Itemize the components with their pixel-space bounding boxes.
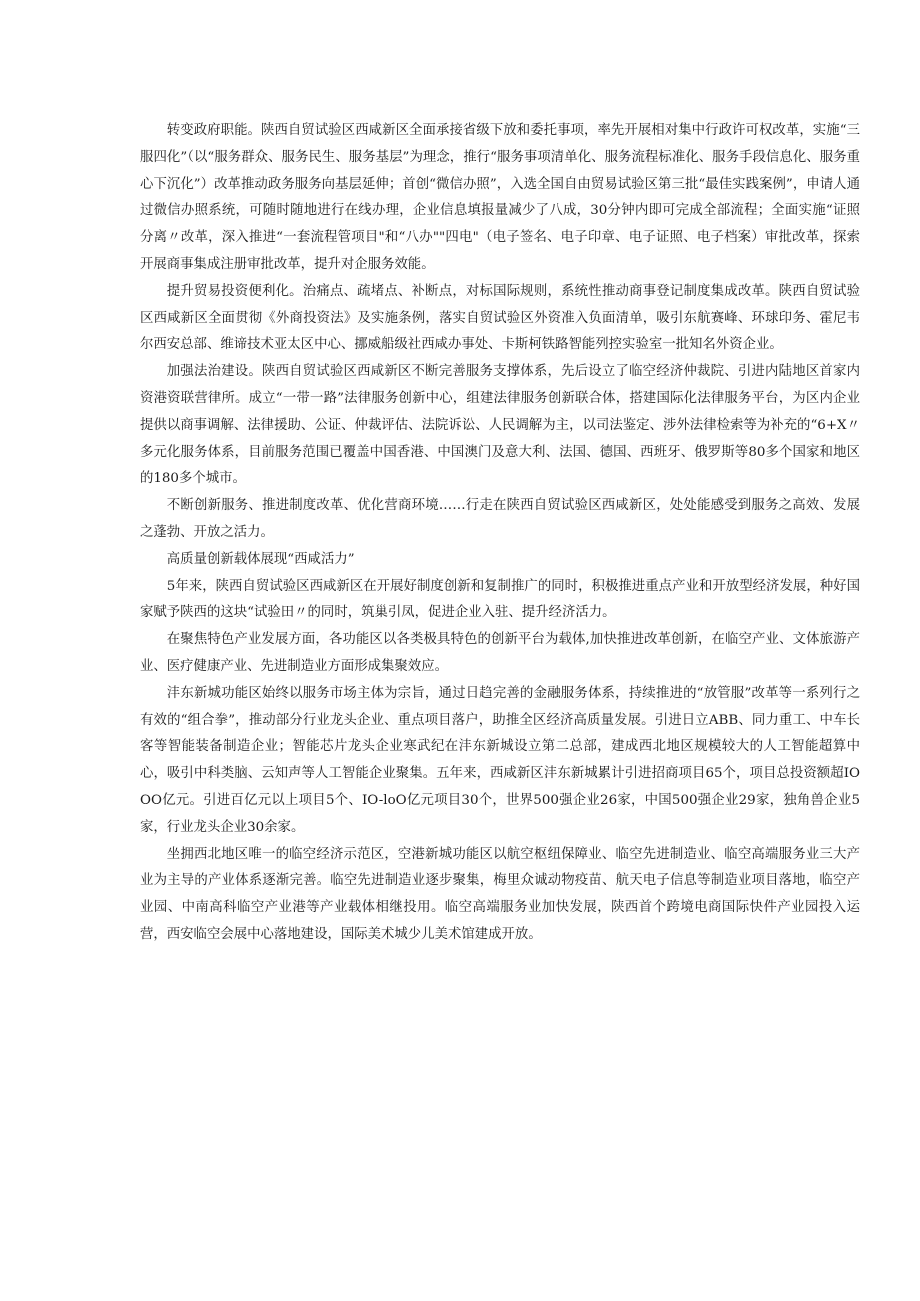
paragraph-fengdong: 沣东新城功能区始终以服务市场主体为宗旨，通过日趋完善的金融服务体系，持续推进的“放管服”改革等一系列行之有效的“组合拳”，推动部分行业龙头企业、重点项目落户，助推全区经济高质量发展。引进日立ABB、同力重工、中车长客等智能装备制造企业；智能芯片龙头企业寒武纪在沣东新城设立第二总部，建成西北地区规模较大的人工智能超算中心，吸引中科类脑、云知声等人工智能企业聚集。五年来，西咸新区沣东新城累计引进招商项目65个，项目总投资额超IOOO亿元。引进百亿元以上项目5个、IO-loO亿元项目30个，世界500强企业26家，中国500强企业29家，独角兽企业5家，行业龙头企业30余家。 [140,685,860,835]
paragraph-five-years: 5年来，陕西自贸试验区西咸新区在开展好制度创新和复制推广的同时，积极推进重点产业和开放型经济发展，种好国家赋予陕西的这块“试验田〃的同时，筑巢引凤，促进企业入驻、提升经济活力。 [140,578,860,621]
section-heading: 高质量创新载体展现“西咸活力” [166,551,355,567]
paragraph-trade-investment: 提升贸易投资便利化。治痛点、疏堵点、补断点，对标国际规则，系统性推动商事登记制度集成改革。陕西自贸试验区西咸新区全面贯彻《外商投资法》及实施条例，落实自贸试验区外资准入负面清单，吸引东航赛峰、环球印务、霍尼韦尔西安总部、维谛技术亚太区中心、挪威船级社西咸办事处、卡斯柯铁路智能列控实验室一批知名外资企业。 [140,283,860,353]
paragraph-airport-city: 坐拥西北地区唯一的临空经济示范区，空港新城功能区以航空枢纽保障业、临空先进制造业、临空高端服务业三大产业为主导的产业体系逐渐完善。临空先进制造业逐步聚集，梅里众诚动物疫苗、航天电子信息等制造业项目落地，临空产业园、中南高科临空产业港等产业载体相继投用。临空高端服务业加快发展，陕西首个跨境电商国际快件产业园投入运营，西安临空会展中心落地建设，国际美术城少儿美术馆建成开放。 [140,846,860,942]
paragraph-rule-of-law: 加强法治建设。陕西自贸试验区西咸新区不断完善服务支撑体系，先后设立了临空经济仲裁院、引进内陆地区首家内资港资联营律所。成立“一带一路”法律服务创新中心，组建法律服务创新联合体，搭建国际化法律服务平台，为区内企业提供以商事调解、法律援助、公证、仲裁评估、法院诉讼、人民调解为主，以司法鉴定、涉外法律检索等为补充的“6+X〃多元化服务体系，目前服务范围已覆盖中国香港、中国澳门及意大利、法国、德国、西班牙、俄罗斯等80多个国家和地区的180多个城市。 [140,364,860,487]
paragraph-summary: 不断创新服务、推进制度改革、优化营商环境……行走在陕西自贸试验区西咸新区，处处能感受到服务之高效、发展之蓬勃、开放之活力。 [140,498,860,540]
paragraph-industry-focus: 在聚焦特色产业发展方面，各功能区以各类极具特色的创新平台为载体,加快推进改革创新，在临空产业、文体旅游产业、医疗健康产业、先进制造业方面形成集聚效应。 [140,632,860,674]
paragraph-government-functions: 转变政府职能。陕西自贸试验区西咸新区全面承接省级下放和委托事项，率先开展相对集中行政许可权改革，实施“三服四化”（以“服务群众、服务民生、服务基层”为理念，推行“服务事项清单化、服务流程标准化、服务手段信息化、服务重心下沉化”）改革推动政务服务向基层延伸；首创“微信办照”，入选全国自由贸易试验区第三批“最佳实践案例”，申请人通过微信办照系统，可随时随地进行在线办理，企业信息填报量减少了八成，30分钟内即可完成全部流程；全面实施“证照分离〃改革，深入推进“一套流程管项目"和“八办""四电"（电子签名、电子印章、电子证照、电子档案）审批改革，探索开展商事集成注册审批改革，提升对企服务效能。 [140,123,860,272]
document-body [140,118,860,949]
